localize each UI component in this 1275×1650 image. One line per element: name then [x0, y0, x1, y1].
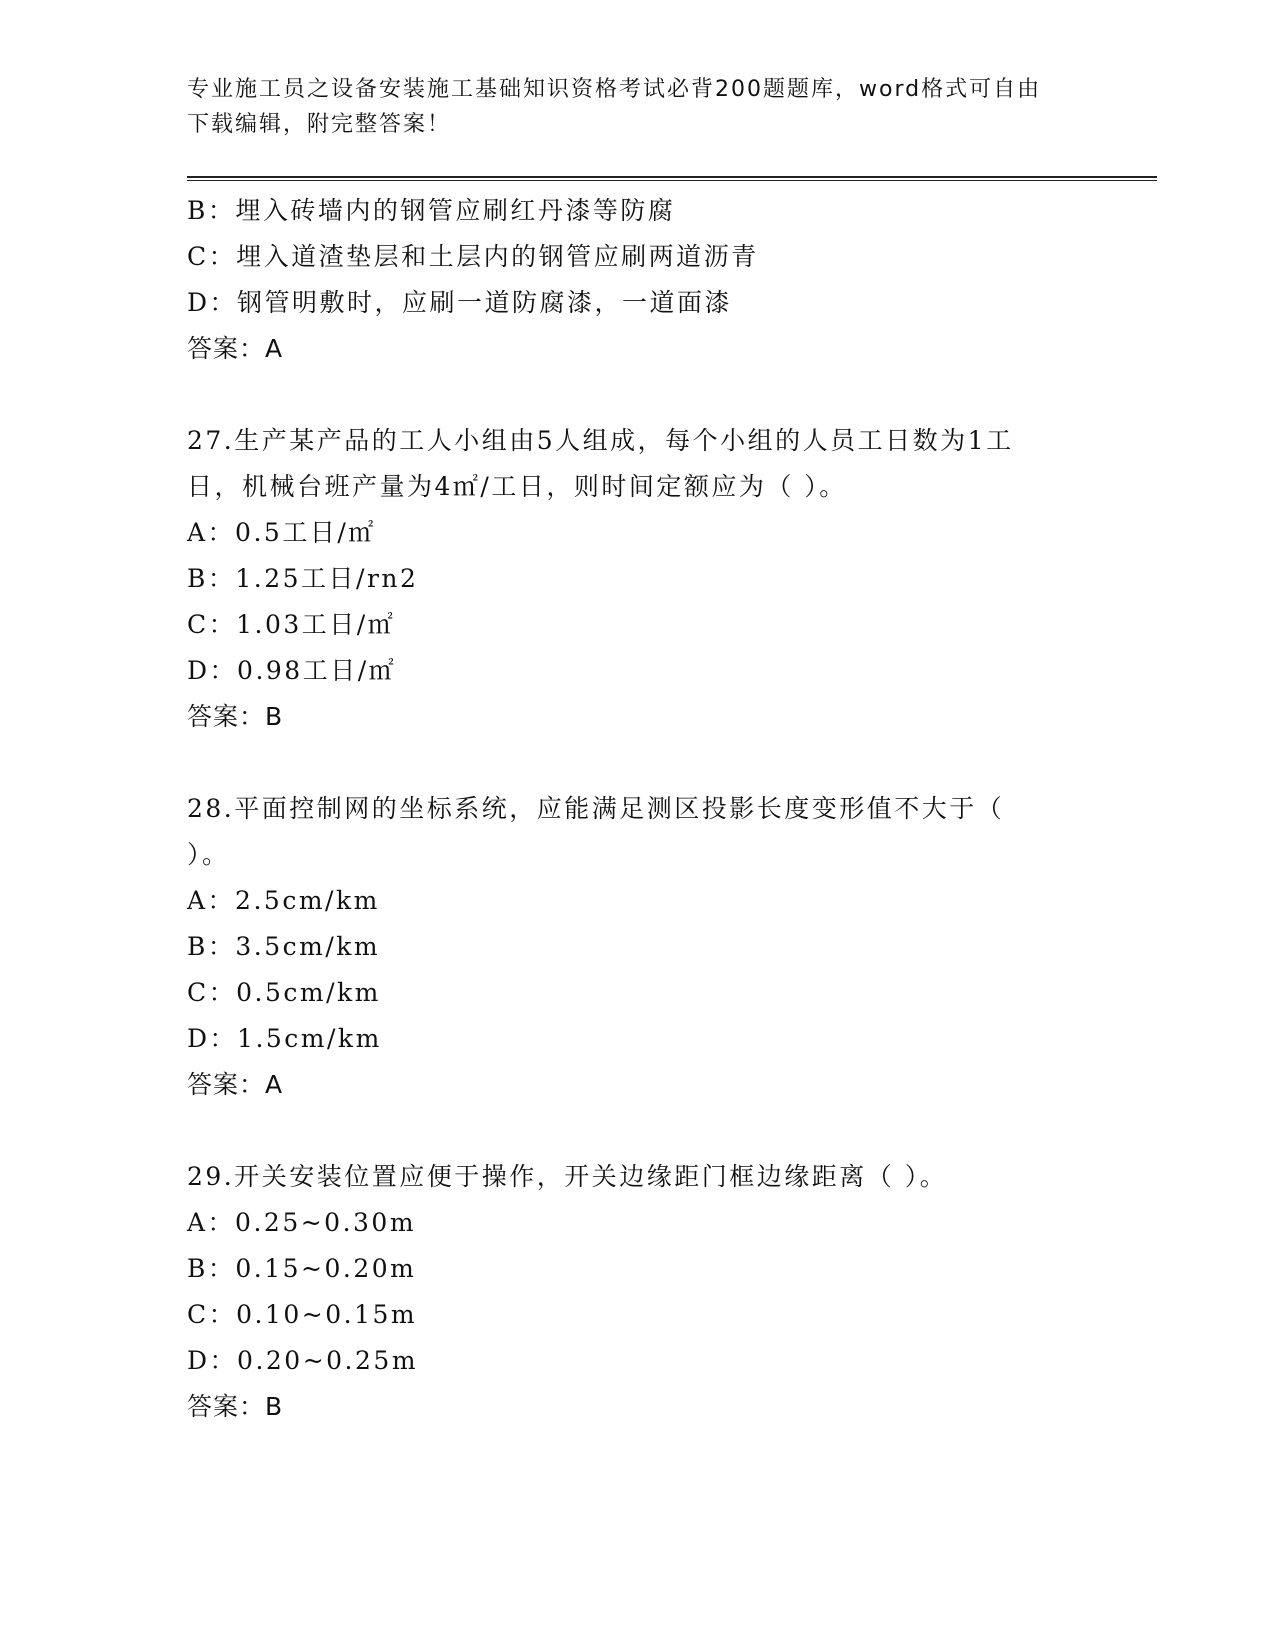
question-29 [187, 1154, 1087, 1430]
q27-option-c: C：1.03工日/㎡ [187, 610, 396, 639]
document-header [187, 72, 1087, 142]
q26-option-c: C：埋入道渣垫层和土层内的钢管应刷两道沥青 [187, 242, 759, 271]
q29-option-d: D：0.20~0.25m [187, 1346, 419, 1375]
q27-answer: 答案：B [187, 702, 284, 731]
q26-option-d: D：钢管明敷时，应刷一道防腐漆，一道面漆 [187, 288, 733, 317]
q28-option-d: D：1.5cm/km [187, 1024, 382, 1053]
q27-question-line-2: 日，机械台班产量为4㎡/工日，则时间定额应为（ ）。 [187, 472, 847, 501]
spacer [187, 740, 1087, 786]
q29-answer: 答案：B [187, 1392, 284, 1421]
q29-option-a: A：0.25~0.30m [187, 1208, 417, 1237]
q27-option-b: B：1.25工日/rn2 [187, 564, 419, 593]
question-26 [187, 188, 1087, 372]
q27-option-a: A：0.5工日/㎡ [187, 518, 376, 547]
question-list [187, 188, 1087, 1430]
header-divider [187, 176, 1157, 181]
header-line-1: 专业施工员之设备安装施工基础知识资格考试必背200题题库，word格式可自由 [187, 77, 1042, 102]
question-27 [187, 418, 1087, 740]
q28-question-line-1: 28.平面控制网的坐标系统，应能满足测区投影长度变形值不大于（ [187, 794, 1005, 823]
q28-option-a: A：2.5cm/km [187, 886, 380, 915]
q26-option-b: B：埋入砖墙内的钢管应刷红丹漆等防腐 [187, 196, 676, 225]
q28-answer: 答案：A [187, 1070, 284, 1099]
q26-answer: 答案：A [187, 334, 284, 363]
spacer [187, 1108, 1087, 1154]
q28-option-c: C：0.5cm/km [187, 978, 381, 1007]
q28-option-b: B：3.5cm/km [187, 932, 381, 961]
q27-question-line-1: 27.生产某产品的工人小组由5人组成，每个小组的人员工日数为1工 [187, 426, 1014, 455]
q29-question-line-1: 29.开关安装位置应便于操作，开关边缘距门框边缘距离（ ）。 [187, 1162, 948, 1191]
q29-option-b: B：0.15~0.20m [187, 1254, 417, 1283]
header-line-2: 下载编辑，附完整答案！ [187, 112, 452, 137]
q29-option-c: C：0.10~0.15m [187, 1300, 418, 1329]
spacer [187, 372, 1087, 418]
question-28 [187, 786, 1087, 1108]
q28-question-line-2: ）。 [187, 840, 230, 869]
q27-option-d: D：0.98工日/㎡ [187, 656, 397, 685]
